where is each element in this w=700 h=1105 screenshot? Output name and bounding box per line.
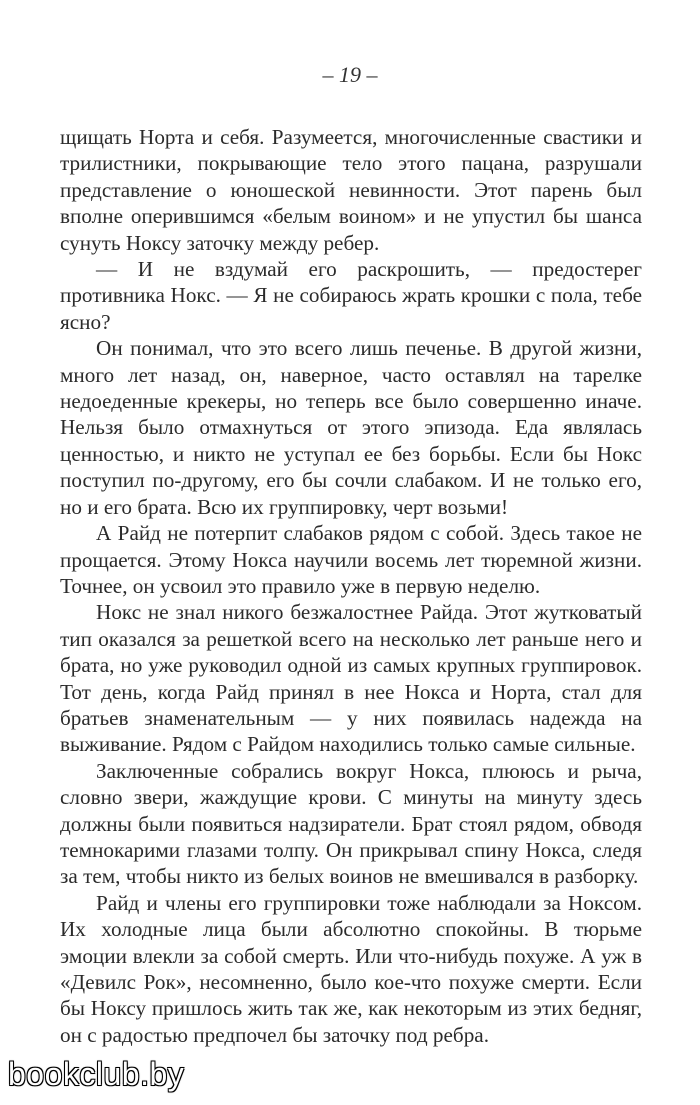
paragraph: — И не вздумай его раскрошить, — предостерег противника Нокс. — Я не собираюсь жрать крошки с пола, тебе ясно? <box>60 257 642 334</box>
page-number: – 19 – <box>322 62 378 87</box>
paragraph: А Райд не потерпит слабаков рядом с собой. Здесь такое не прощается. Этому Нокса научили восемь лет тюремной жизни. Точнее, он усвоил это правило уже в первую неделю. <box>60 521 642 598</box>
paragraph: Райд и члены его группировки тоже наблюдали за Ноксом. Их холодные лица были абсолютно спокойны. В тюрьме эмоции влекли за собой смерть. Или что-нибудь похуже. А уж в «Девилс Рок», несомненно, было кое-что похуже смерти. Если бы Ноксу пришлось жить так же, как некоторым из этих бедняг, он с радостью предпочел бы заточку под ребра. <box>60 890 642 1047</box>
paragraph: Заключенные собрались вокруг Нокса, плююсь и рыча, словно звери, жаждущие крови. С минуты на минуту здесь должны были появиться надзиратели. Брат стоял рядом, обводя темнокарими глазами толпу. Он прикрывал спину Нокса, следя за тем, чтобы никто из белых воинов не вмешивался в разборку. <box>60 758 642 889</box>
text-block <box>60 124 642 1048</box>
watermark: bookclub.by <box>8 1056 185 1092</box>
paragraph: Нокс не знал никого безжалостнее Райда. Этот жутковатый тип оказался за решеткой всего на несколько лет раньше него и брата, но уже руководил одной из самых крупных группировок. Тот день, когда Райд принял в нее Нокса и Норта, стал для братьев знаменательным — у них появилась надежда на выживание. Рядом с Райдом находились только самые сильные. <box>60 600 642 757</box>
paragraph: Он понимал, что это всего лишь печенье. В другой жизни, много лет назад, он, наверное, часто оставлял на тарелке недоеденные крекеры, но теперь все было совершенно иначе. Нельзя было отмахнуться от этого эпизода. Еда являлась ценностью, и никто не уступал ее без борьбы. Если бы Нокс поступил по-другому, его бы сочли слабаком. И не только его, но и его брата. Всю их группировку, черт возьми! <box>60 336 642 519</box>
paragraph: щищать Норта и себя. Разумеется, многочисленные свастики и трилистники, покрывающие тело этого пацана, разрушали представление о юношеской невинности. Этот парень был вполне оперившимся «белым воином» и не упустил бы шанса сунуть Ноксу заточку между ребер. <box>60 125 642 255</box>
